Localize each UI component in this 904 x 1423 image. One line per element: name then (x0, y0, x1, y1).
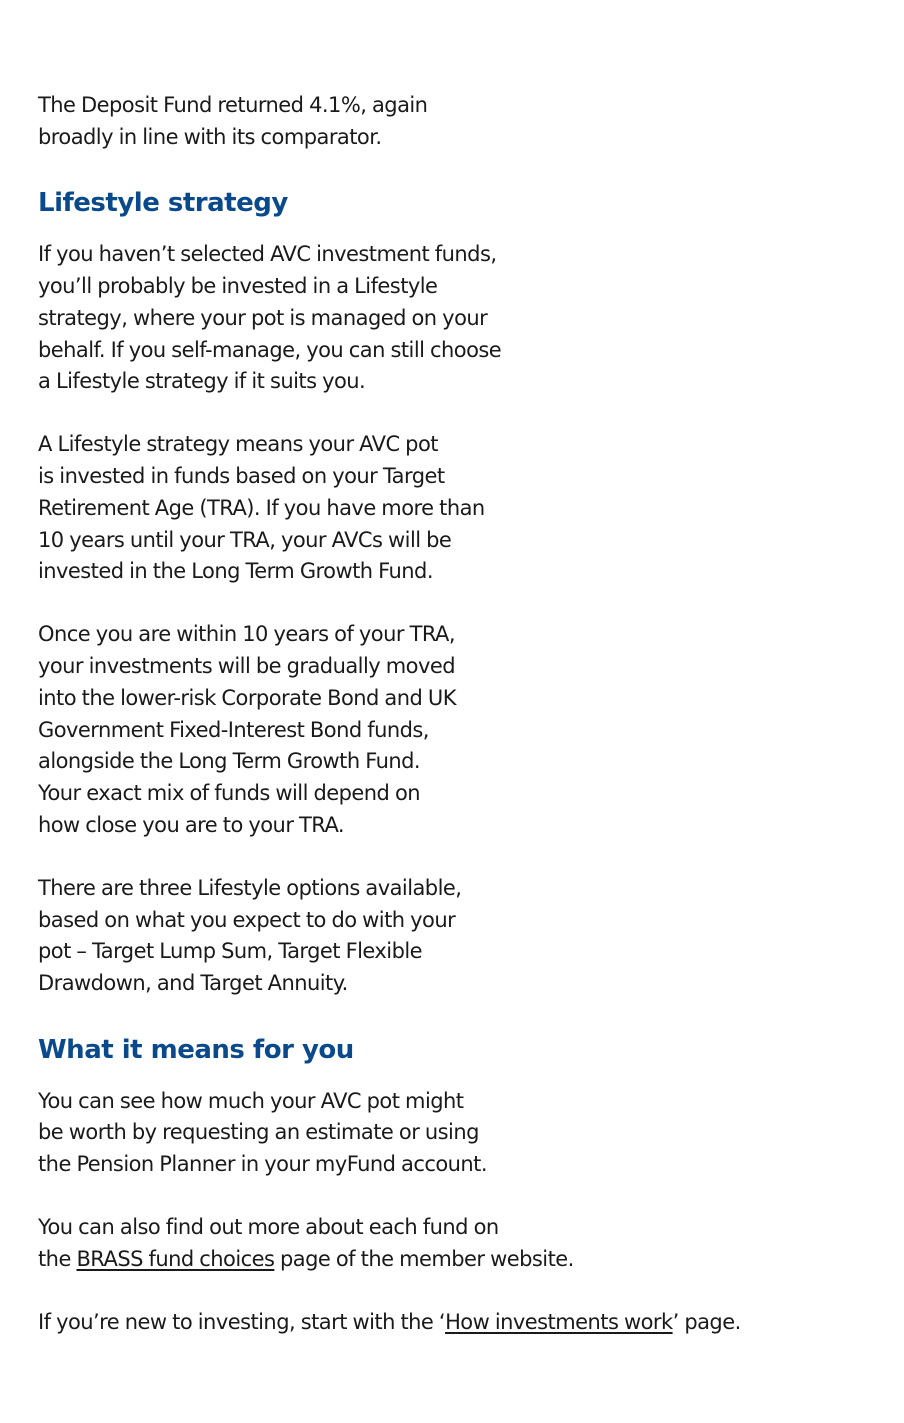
lifestyle-strategy-heading: Lifestyle strategy (38, 188, 288, 219)
meaning-paragraph-2-after: page of the member website. (274, 1246, 574, 1271)
meaning-paragraph-3 (38, 1307, 878, 1339)
brass-fund-choices-link[interactable]: BRASS fund choices (76, 1246, 275, 1271)
meaning-paragraph-3-after: ’ page. (672, 1310, 741, 1335)
how-investments-work-link[interactable]: How investments work (445, 1310, 673, 1335)
meaning-paragraph-3-before: If you’re new to investing, start with the ‘ (38, 1310, 446, 1335)
page-content (38, 90, 878, 1339)
lifestyle-paragraph-3: Once you are within 10 years of your TRA, your investments will be gradually moved into the lower-risk Corporate Bond and UK Government Fixed-Interest Bond funds, alongside the Long Term Growth Fund. Your exact mix of funds will depend on how close you are to your TRA. (38, 622, 456, 837)
meaning-paragraph-2 (38, 1212, 878, 1275)
meaning-paragraph-2-before: You can also find out more about each fund on the (38, 1215, 499, 1271)
lifestyle-paragraph-1: If you haven’t selected AVC investment funds, you’ll probably be invested in a Lifestyle strategy, where your pot is managed on your behalf. If you self-manage, you can still choose a Lifestyle strategy if it suits you. (38, 242, 502, 394)
intro-paragraph: The Deposit Fund returned 4.1%, again broadly in line with its comparator. (38, 93, 428, 149)
lifestyle-paragraph-4: There are three Lifestyle options available, based on what you expect to do with your pot – Target Lump Sum, Target Flexible Drawdown, and Target Annuity. (38, 875, 462, 995)
what-it-means-heading: What it means for you (38, 1034, 354, 1065)
meaning-paragraph-1: You can see how much your AVC pot might be worth by requesting an estimate or using the Pension Planner in your myFund account. (38, 1088, 487, 1177)
lifestyle-paragraph-2: A Lifestyle strategy means your AVC pot is invested in funds based on your Target Retirement Age (TRA). If you have more than 10 years until your TRA, your AVCs will be invested in the Long Term Growth Fund. (38, 432, 485, 584)
